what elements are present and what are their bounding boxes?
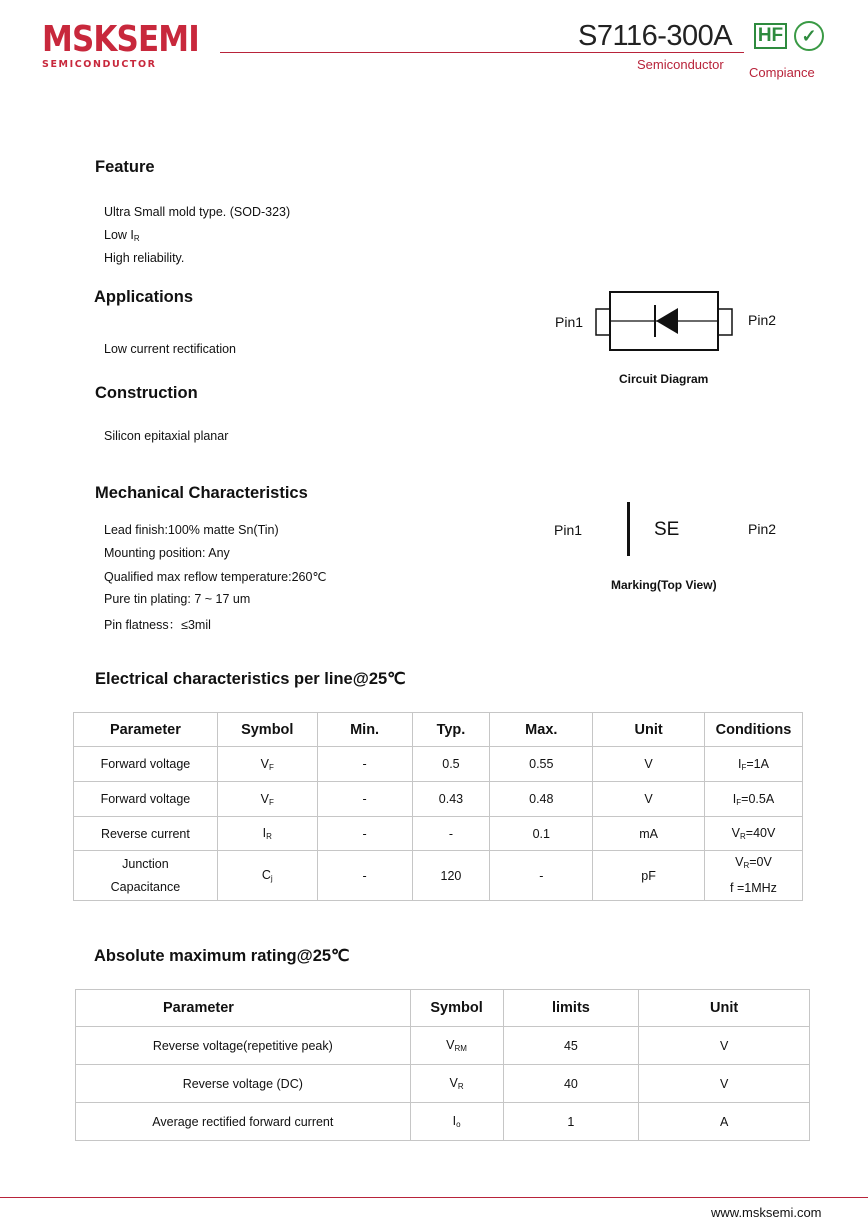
pin1-lead <box>596 309 610 335</box>
symbol-cell: $V_R$ <box>410 1065 503 1103</box>
circuit-pin2-label: Pin2 <box>748 312 777 328</box>
min-cell: - <box>317 782 412 817</box>
symbol-cell: $V_{RM}$ <box>410 1027 503 1065</box>
condition-cell: $I_F=0.5A$ <box>704 782 802 817</box>
marking-pin2-label: Pin2 <box>748 521 777 537</box>
marking-pin1-label: Pin1 <box>554 522 583 538</box>
rohs-check-icon: ✓ <box>794 21 824 51</box>
absolute-rating-table <box>75 989 810 1141</box>
unit-cell: V <box>593 782 705 817</box>
param-cell: Reverse current <box>74 817 218 851</box>
header-cell: Conditions <box>704 713 802 747</box>
param-cell: Forward voltage <box>74 747 218 782</box>
mechanical-heading: Mechanical Characteristics <box>95 484 308 502</box>
symbol-cell: $V_F$ <box>217 782 317 817</box>
mechanical-item: Pin flatness：≤3mil <box>104 618 211 632</box>
header-cell: Min. <box>317 713 412 747</box>
symbol-cell: $V_F$ <box>217 747 317 782</box>
typ-cell: 120 <box>412 851 490 901</box>
min-cell: - <box>317 747 412 782</box>
max-cell: - <box>490 851 593 901</box>
marking-cathode-band <box>627 502 630 556</box>
table-row <box>74 782 803 817</box>
param-cell: Reverse voltage (DC) <box>76 1065 411 1103</box>
limit-cell: 1 <box>503 1103 639 1141</box>
absolute-heading: Absolute maximum rating@25℃ <box>94 947 350 965</box>
header-cell: Parameter <box>74 713 218 747</box>
construction-heading: Construction <box>95 384 198 402</box>
limit-cell: 40 <box>503 1065 639 1103</box>
circuit-diagram <box>590 288 740 358</box>
unit-cell: mA <box>593 817 705 851</box>
header-cell: Symbol <box>217 713 317 747</box>
min-cell: - <box>317 851 412 901</box>
applications-heading: Applications <box>94 288 194 306</box>
feature-heading: Feature <box>95 158 155 176</box>
mechanical-item: Qualified max reflow temperature:260℃ <box>104 570 327 584</box>
condition-cell: $I_F=1A$ <box>704 747 802 782</box>
condition-cell: $V_R=0V$ f =1MHz <box>704 851 802 901</box>
param-cell: Forward voltage <box>74 782 218 817</box>
company-logo <box>42 19 202 70</box>
application-item: Low current rectification <box>104 342 237 356</box>
unit-cell: V <box>639 1027 810 1065</box>
footer-divider <box>0 1197 868 1198</box>
circuit-diagram-caption: Circuit Diagram <box>619 372 709 386</box>
max-cell: 0.48 <box>490 782 593 817</box>
typ-cell: - <box>412 817 490 851</box>
construction-item: Silicon epitaxial planar <box>104 429 229 443</box>
part-number: S7116-300A <box>578 20 733 52</box>
electrical-heading: Electrical characteristics per line@25℃ <box>95 670 406 688</box>
diode-triangle-icon <box>656 308 678 334</box>
unit-cell: V <box>593 747 705 782</box>
feature-item: High reliability. <box>104 251 185 265</box>
limit-cell: 45 <box>503 1027 639 1065</box>
header-subtitle-compliance: Compiance <box>749 65 815 80</box>
header-cell: Typ. <box>412 713 490 747</box>
unit-cell: pF <box>593 851 705 901</box>
header-subtitle-semiconductor: Semiconductor <box>637 57 724 72</box>
typ-cell: 0.43 <box>412 782 490 817</box>
logo-wordmark: MSKSEMI <box>42 19 199 60</box>
marking-code: SE <box>654 519 680 540</box>
mechanical-item: Mounting position: Any <box>104 546 230 560</box>
symbol-cell: $I_R$ <box>217 817 317 851</box>
feature-item: Ultra Small mold type. (SOD-323) <box>104 205 291 219</box>
circuit-pin1-label: Pin1 <box>555 314 584 330</box>
symbol-cell: $I_o$ <box>410 1103 503 1141</box>
max-cell: 0.1 <box>490 817 593 851</box>
min-cell: - <box>317 817 412 851</box>
mechanical-item: Lead finish:100% matte Sn(Tin) <box>104 523 279 537</box>
header-cell: Unit <box>593 713 705 747</box>
condition-cell: $V_R=40V$ <box>704 817 802 851</box>
param-cell: Reverse voltage(repetitive peak) <box>76 1027 411 1065</box>
param-cell: Average rectified forward current <box>76 1103 411 1141</box>
footer-website-link[interactable]: www.msksemi.com <box>711 1205 822 1220</box>
feature-item: Low $I_R$ <box>104 228 140 243</box>
max-cell: 0.55 <box>490 747 593 782</box>
logo-tagline: SEMICONDUCTOR <box>42 59 157 70</box>
table-row <box>76 1065 810 1103</box>
electrical-table <box>73 712 803 901</box>
header-cell: Unit <box>639 990 810 1027</box>
table-row <box>76 1103 810 1141</box>
header-cell: Max. <box>490 713 593 747</box>
table-row <box>74 817 803 851</box>
header-cell: Parameter <box>76 990 411 1027</box>
symbol-cell: $C_j$ <box>217 851 317 901</box>
header-cell: limits <box>503 990 639 1027</box>
table-header-row <box>76 990 810 1027</box>
marking-caption: Marking(Top View) <box>611 578 717 592</box>
halogen-free-badge: HF <box>754 23 787 49</box>
param-cell: Junction Capacitance <box>74 851 218 901</box>
table-row <box>76 1027 810 1065</box>
mechanical-item: Pure tin plating: 7 ~ 17 um <box>104 592 251 606</box>
table-row <box>74 747 803 782</box>
typ-cell: 0.5 <box>412 747 490 782</box>
header-cell: Symbol <box>410 990 503 1027</box>
table-header-row <box>74 713 803 747</box>
unit-cell: V <box>639 1065 810 1103</box>
table-row <box>74 851 803 901</box>
unit-cell: A <box>639 1103 810 1141</box>
pin2-lead <box>718 309 732 335</box>
